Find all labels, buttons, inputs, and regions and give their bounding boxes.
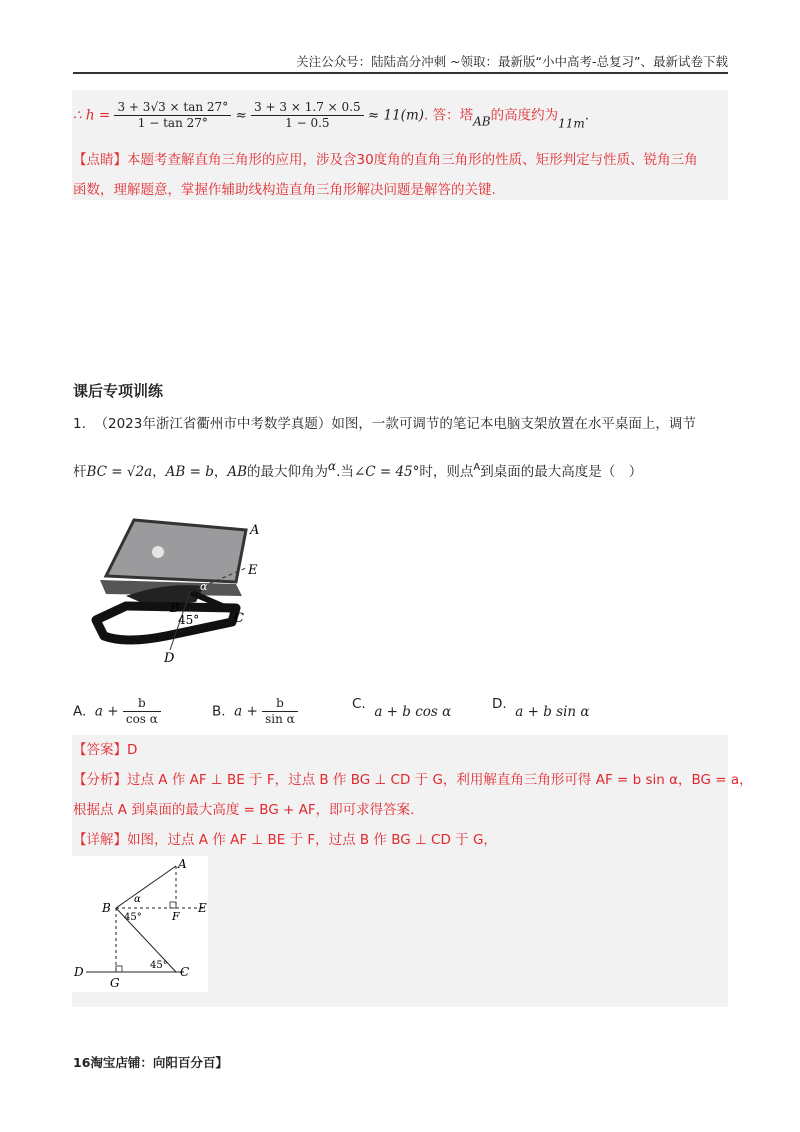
option-b-den: sin α [265,712,295,726]
ab2-label: AB [227,464,248,480]
detail-tag: 【详解】 [73,832,127,848]
option-a-num: b [123,696,161,712]
fig2-label-e: E [198,901,207,915]
question-line-1 [73,414,696,434]
fig2-label-c: C [180,965,190,979]
fraction-2 [251,100,364,131]
frac2-num: 3 + 3 × 1.7 × 0.5 [251,100,364,116]
q-text-c: .当 [336,464,354,480]
solution-line [73,100,589,134]
fig2-label-d: D [74,965,84,979]
question-line-2 [73,456,642,482]
comment-line-2 [73,180,496,200]
fig2-label-a: A [178,857,187,871]
answer-value: 11m [558,116,585,131]
comment-line-1 [73,150,698,170]
right-angle-g [116,966,122,972]
frac1-num: 3 + 3√3 × tan 27° [114,100,231,116]
answer-tag: 【答案】 [73,742,127,758]
q-text-a: 杆 [73,464,87,480]
header-text: 关注公众号：陆陆高分冲刺 ~领取：最新版“小中高考-总复习”、最新试卷下载 [296,54,728,69]
bc-expr: BC = √2a [86,464,153,480]
comment-text-1: 本题考查解直角三角形的应用，涉及含30度角的直角三角形的性质、矩形判定与性质、锐角三角 [127,152,698,168]
option-b-pre: a + [234,703,263,720]
option-b[interactable] [212,696,298,727]
q-text-d: 时，则点 [419,464,474,480]
h-label: ∴ h = [73,107,115,124]
analysis-tag: 【分析】 [73,772,127,788]
analysis-line-2 [73,800,414,820]
comment-tag: 【点睛】 [73,152,127,168]
line-ba [116,866,176,908]
label-a: A [250,523,260,538]
option-a[interactable] [73,696,161,727]
section-title: 课后专项训练 [73,382,164,400]
apple-logo [152,546,164,558]
frac1-den: 1 − tan 27° [137,116,208,130]
analysis-line-1 [73,770,753,790]
answer-end: . [584,107,590,124]
label-b: B [170,601,180,616]
fig2-label-alpha: α [134,894,141,905]
geometry-figure [72,856,208,992]
label-c: C [234,611,244,626]
analysis-text-2: 根据点 A 到桌面的最大高度 = BG + AF，即可求得答案. [73,802,415,818]
frac2-den: 1 − 0.5 [285,116,330,130]
page-footer: 16淘宝店铺：向阳百分百】 [73,1055,228,1070]
option-d-letter: D. [492,696,507,712]
option-a-pre: a + [94,703,123,720]
ab-expr: AB = b [165,464,214,480]
label-45: 45° [178,613,200,627]
option-a-letter: A. [73,703,87,720]
laptop-stand-figure [86,512,270,664]
answer-text: . 答：塔 [424,107,474,124]
question-text-1: （2023年浙江省衢州市中考数学真题）如图，一款可调节的笔记本电脑支架放置在水平桌面上，调节 [94,416,696,432]
fig2-label-g: G [110,976,120,990]
fraction-1 [114,100,231,131]
option-a-frac [123,696,161,727]
angle-c: ∠C = 45° [353,464,420,480]
answer-line [73,740,137,760]
question-number: 1. [73,416,86,432]
sep1: ， [152,464,166,480]
option-b-num: b [262,696,298,712]
detail-text: 如图，过点 A 作 AF ⊥ BE 于 F，过点 B 作 BG ⊥ CD 于 G， [127,832,497,848]
option-c-letter: C. [352,696,366,712]
detail-line [73,830,497,850]
stand-lower [96,606,236,640]
label-e: E [248,563,258,578]
option-a-den: cos α [125,712,158,726]
alpha: α [328,459,337,473]
ab-label: AB [473,114,491,129]
option-d-text: a + b sin α [515,704,590,720]
answer-value-letter: D [127,742,138,758]
fig2-label-45-c: 45° [150,960,168,971]
fig2-label-f: F [172,910,180,923]
q-text-b: 的最大仰角为 [247,464,329,480]
sep2: ， [213,464,228,480]
laptop-screen [106,520,246,582]
approx: ≈ [231,107,252,124]
option-b-frac [262,696,298,727]
label-d: D [164,651,175,664]
option-d[interactable] [492,696,590,720]
comment-text-2: 函数，理解题意，掌握作辅助线构造直角三角形解决问题是解答的关键. [73,182,496,198]
option-c[interactable] [352,696,452,720]
analysis-text-1: 过点 A 作 AF ⊥ BE 于 F，过点 B 作 BG ⊥ CD 于 G，利用解直角三角形可得 AF = b sin α，BG = a， [127,772,753,788]
point-a: A [473,462,481,473]
fig2-label-b: B [102,901,111,915]
result: ≈ 11(m) [363,107,425,124]
answer-mid: 的高度约为 [490,107,559,124]
option-b-letter: B. [212,703,226,720]
label-alpha: α [200,580,208,593]
right-angle-f [170,902,176,908]
fig2-label-45-b: 45° [124,912,142,923]
option-c-text: a + b cos α [374,704,452,720]
page-header [73,52,728,74]
q-text-e: 到桌面的最大高度是（ ） [480,464,643,480]
